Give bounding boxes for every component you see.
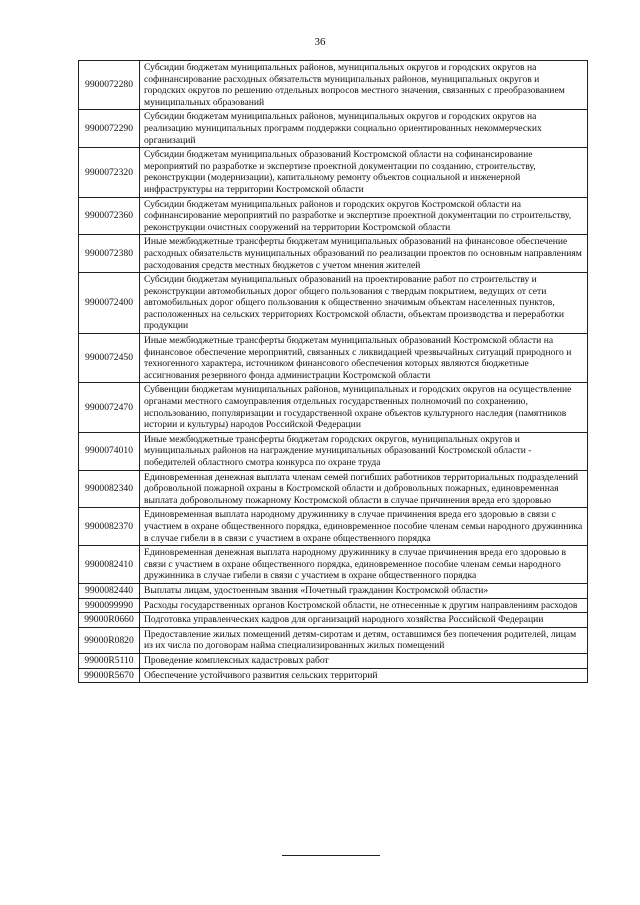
table-row (79, 583, 588, 598)
row-description: Предоставление жилых помещений детям-сиротам и детям, оставшимся без попечения родителей, лицам из их числа по договорам найма специализированных жилых помещений (140, 627, 588, 653)
row-code: 9900072360 (79, 197, 140, 235)
table-row (79, 432, 588, 470)
row-description: Подготовка управленческих кадров для организаций народного хозяйства Российской Федерации (140, 613, 588, 628)
row-code: 9900099990 (79, 598, 140, 613)
row-code: 9900074010 (79, 432, 140, 470)
row-code: 9900072470 (79, 383, 140, 432)
table-row (79, 470, 588, 508)
row-description: Иные межбюджетные трансферты бюджетам городских округов, муниципальных округов и муниципальных районов на награждение муниципальных образований Костромской области - победителей областного смотра конкурса по охране труда (140, 432, 588, 470)
table-row (79, 627, 588, 653)
table-row (79, 197, 588, 235)
table-row (79, 235, 588, 273)
table-row (79, 668, 588, 683)
row-description: Выплаты лицам, удостоенным звания «Почетный гражданин Костромской области» (140, 583, 588, 598)
row-code: 9900072320 (79, 148, 140, 197)
row-description: Обеспечение устойчивого развития сельских территорий (140, 668, 588, 683)
row-code: 9900072290 (79, 110, 140, 148)
row-description: Проведение комплексных кадастровых работ (140, 653, 588, 668)
row-description: Субсидии бюджетам муниципальных образований Костромской области на софинансирование мероприятий по разработке и экспертизе проектной документации по созданию, строительству, реконструкции (модернизации), капитальному ремонту объектов социальной и инженерной инфраструктуры на территории Костромской области (140, 148, 588, 197)
table-row (79, 61, 588, 110)
table-row (79, 653, 588, 668)
table-row (79, 383, 588, 432)
row-description: Субсидии бюджетам муниципальных образований на проектирование работ по строительству и реконструкции автомобильных дорог общего пользования с твердым покрытием, ведущих от сети автомобильных дорог общего пользования к общественно значимым объектам населенных пунктов, расположенных на сельских территориях Костромской области, объектам производства и переработки продукции (140, 273, 588, 334)
row-code: 99000R5110 (79, 653, 140, 668)
budget-codes-table (78, 60, 588, 683)
table-row (79, 148, 588, 197)
row-description: Единовременная денежная выплата членам семей погибших работников территориальных подразделений добровольной пожарной охраны в Костромской области и добровольных пожарных, единовременная выплата добровольному пожарному Костромской области в случае причинения вреда его здоровью (140, 470, 588, 508)
row-code: 99000R5670 (79, 668, 140, 683)
table-body (79, 61, 588, 683)
table-row (79, 508, 588, 546)
row-description: Субвенции бюджетам муниципальных районов, муниципальных и городских округов на осуществление органами местного самоуправления отдельных государственных полномочий по сохранению, использованию, популяризации и государственной охране объектов культурного наследия (памятников истории и культуры) народов Российской Федерации (140, 383, 588, 432)
row-code: 9900072450 (79, 334, 140, 383)
closing-rule (282, 855, 380, 856)
table-row (79, 334, 588, 383)
table-row (79, 110, 588, 148)
table-row (79, 546, 588, 584)
row-code: 9900082410 (79, 546, 140, 584)
row-code: 9900072380 (79, 235, 140, 273)
row-code: 9900082440 (79, 583, 140, 598)
row-description: Иные межбюджетные трансферты бюджетам муниципальных образований на финансовое обеспечение расходных обязательств муниципальных образований по реализации проектов по основным направлениям расходования средств местных бюджетов с учетом мнения жителей (140, 235, 588, 273)
row-code: 9900072400 (79, 273, 140, 334)
row-description: Иные межбюджетные трансферты бюджетам муниципальных образований Костромской области на финансовое обеспечение мероприятий, связанных с ликвидацией чрезвычайных ситуаций природного и техногенного характера, источником финансового обеспечения которых являются бюджетные ассигнования резервного фонда администрации Костромской области (140, 334, 588, 383)
row-description: Расходы государственных органов Костромской области, не отнесенные к другим направлениям расходов (140, 598, 588, 613)
table-row (79, 613, 588, 628)
row-code: 9900082340 (79, 470, 140, 508)
row-code: 99000R0820 (79, 627, 140, 653)
table-row (79, 273, 588, 334)
row-code: 99000R0660 (79, 613, 140, 628)
row-description: Субсидии бюджетам муниципальных районов, муниципальных округов и городских округов на реализацию муниципальных программ поддержки социально ориентированных некоммерческих организаций (140, 110, 588, 148)
row-description: Единовременная денежная выплата народному дружиннику в случае причинения вреда его здоровью в связи с участием в охране общественного порядка, единовременное пособие членам семьи народного дружинника в случае гибели в связи с участием в охране общественного порядка (140, 546, 588, 584)
row-code: 9900082370 (79, 508, 140, 546)
page-number: 36 (314, 36, 326, 48)
row-description: Единовременная выплата народному дружиннику в случае причинения вреда его здоровью в связи с участием в охране общественного порядка, единовременное пособие членам семьи народного дружинника в случае гибели в в связи с участием в охране общественного порядка (140, 508, 588, 546)
row-description: Субсидии бюджетам муниципальных районов, муниципальных округов и городских округов на софинансирование расходных обязательств муниципальных районов, муниципальных округов и городских округов по решению отдельных вопросов местного значения, связанных с преобразованием муниципальных образований (140, 61, 588, 110)
row-description: Субсидии бюджетам муниципальных районов и городских округов Костромской области на софинансирование мероприятий по разработке и экспертизе проектной документации по строительству, реконструкции очистных сооружений на территории Костромской области (140, 197, 588, 235)
table-row (79, 598, 588, 613)
row-code: 9900072280 (79, 61, 140, 110)
